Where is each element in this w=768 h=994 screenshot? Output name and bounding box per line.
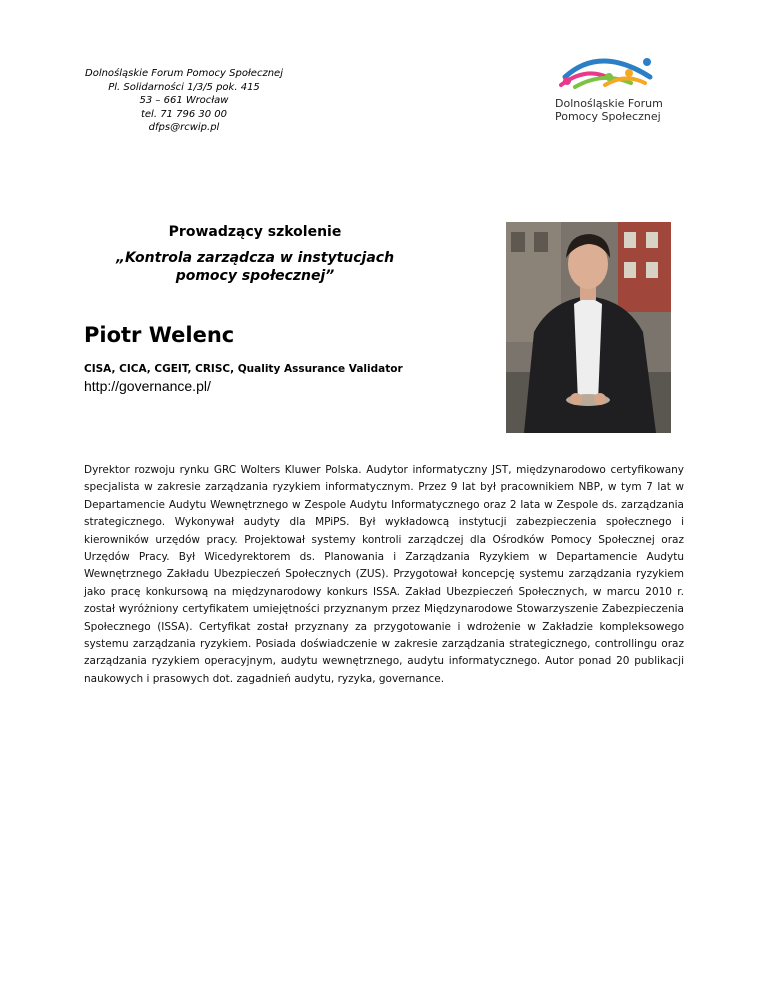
portrait-image	[506, 222, 671, 433]
organization-address	[84, 67, 284, 135]
street-address: Pl. Solidarności 1/3/5 pok. 415	[108, 81, 260, 93]
website-link[interactable]: http://governance.pl/	[84, 378, 211, 394]
logo-text-line1: Dolnośląskie Forum	[555, 97, 663, 110]
email[interactable]: dfps@rcwip.pl	[148, 122, 220, 133]
trainer-credentials: CISA, CICA, CGEIT, CRISC, Quality Assurance Validator	[84, 363, 403, 375]
logo-text	[555, 97, 663, 123]
phone: tel. 71 796 30 00	[140, 108, 227, 120]
trainer-biography: Dyrektor rozwoju rynku GRC Wolters Kluwer Polska. Audytor informatyczny JST, międzynarodowo certyfikowany specjalista w zakresie zarządzania ryzykiem informatycznym. Przez 9 lat był pracownikiem NBP, w tym 7 lat w Departamencie Audytu Wewnętrznego w Zespole Audytu Informatycznego oraz 2 lata w Zespole ds. zarządzania strategicznego. Wykonywał audyty dla MPiPS. Był wykładowcą instytucji zabezpieczenia społecznego i kierowników urzędów pracy. Projektował systemy kontroli zarządczej dla Ośrodków Pomocy Społecznej oraz Urzędów Pracy. Był Wicedyrektorem ds. Planowania i Zarządzania Ryzykiem w Departamencie Audytu Wewnętrznego Zakładu Ubezpieczeń Społecznych (ZUS). Przygotował koncepcję systemu zarządzania ryzykiem jako pracę konkursową na międzynarodowy konkurs ISSA. Zakład Ubezpieczeń Społecznych, w marcu 2010 r. został wyróżniony certyfikatem umiejętności przyznanym przez Międzynarodowe Stowarzyszenie Zabezpieczenia Społecznego (ISSA). Certyfikat został przyznany za przygotowanie i wdrożenie w Zakładzie kompleksowego systemu zarządzania ryzykiem. Posiada doświadczenie w zakresie zarządzania strategicznego, controllingu oraz zarządzania ryzykiem operacyjnym, audytu wewnętrznego, audytu informatycznego. Autor ponad 20 publikacji naukowych i prasowych dot. zagadnień audytu, ryzyka, governance.	[84, 464, 684, 685]
trainer-heading: Prowadzący szkolenie	[168, 224, 342, 240]
trainer-photo	[506, 222, 671, 433]
logo-text-line2: Pomocy Społecznej	[555, 110, 661, 123]
trainer-name: Piotr Welenc	[84, 323, 235, 347]
forum-logo	[545, 47, 670, 127]
course-title: „Kontrola zarządcza w instytucjach pomocy społecznej”	[115, 250, 395, 284]
org-name: Dolnośląskie Forum Pomocy Społecznej	[85, 68, 283, 79]
logo-arcs-icon	[545, 47, 670, 97]
postal-city: 53 – 661 Wrocław	[139, 95, 229, 106]
